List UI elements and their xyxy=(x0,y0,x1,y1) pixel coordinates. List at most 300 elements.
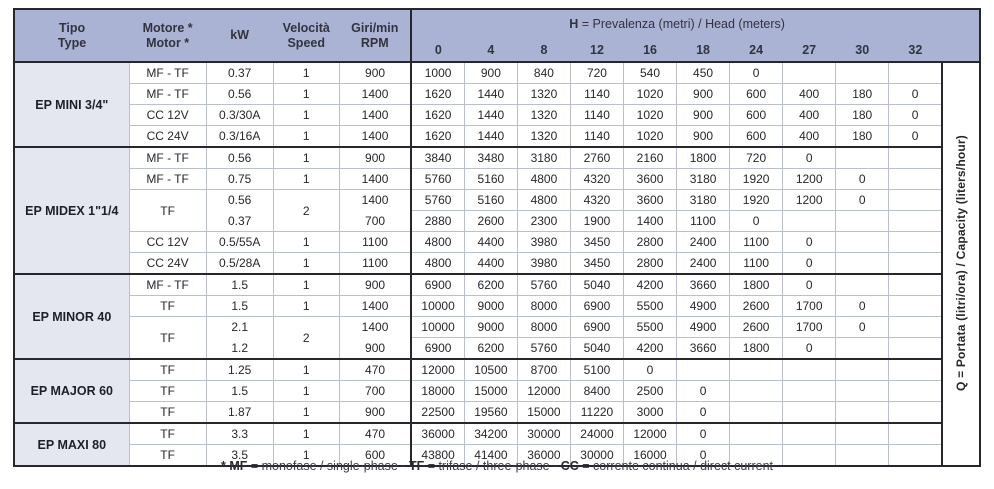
capacity-cell: 2400 xyxy=(677,232,730,253)
capacity-axis-label: Q = Portata (litri/ora) / Capacity (liters/hour) xyxy=(953,134,968,391)
capacity-cell: 0 xyxy=(730,62,783,84)
capacity-cell: 8400 xyxy=(570,381,623,402)
capacity-cell: 2760 xyxy=(570,147,623,169)
capacity-cell: 1700 xyxy=(783,317,836,338)
rpm-cell: 900 xyxy=(339,62,411,84)
footnote-text: = monofase / single-phase - xyxy=(247,459,409,473)
capacity-cell: 0 xyxy=(677,445,730,467)
capacity-cell: 11220 xyxy=(570,402,623,424)
capacity-cell: 8700 xyxy=(517,359,570,381)
capacity-cell: 0 xyxy=(677,381,730,402)
speed-cell: 1 xyxy=(273,232,339,253)
capacity-cell: 2300 xyxy=(517,211,570,232)
motor-cell: MF - TF xyxy=(129,84,206,105)
capacity-cell: 900 xyxy=(677,84,730,105)
header-row-main xyxy=(14,9,980,39)
capacity-cell: 6200 xyxy=(464,274,517,296)
capacity-cell: 1020 xyxy=(624,84,677,105)
kw-cell: 3.5 xyxy=(206,445,273,467)
motor-cell: TF xyxy=(129,190,206,232)
capacity-cell: 2600 xyxy=(730,317,783,338)
col-header-tipo-line1: Tipo xyxy=(58,21,86,36)
col-header-rpm-line2: RPM xyxy=(360,35,389,50)
rpm-cell: 900 xyxy=(339,338,411,360)
col-header-motore-line1: Motore * xyxy=(142,21,193,36)
footnote-text: = trifase / three-phase - xyxy=(424,459,561,473)
capacity-cell xyxy=(836,423,889,445)
table-row xyxy=(14,381,980,402)
head-value-18: 18 xyxy=(677,39,730,62)
capacity-cell: 1320 xyxy=(517,105,570,126)
capacity-cell: 3600 xyxy=(624,169,677,190)
capacity-cell xyxy=(836,381,889,402)
capacity-cell xyxy=(889,232,942,253)
capacity-cell xyxy=(677,359,730,381)
capacity-cell xyxy=(889,296,942,317)
table-row xyxy=(14,126,980,148)
footnote-abbr: TF xyxy=(408,459,425,473)
capacity-cell: 4320 xyxy=(570,190,623,211)
speed-cell: 1 xyxy=(273,126,339,148)
capacity-cell: 5100 xyxy=(570,359,623,381)
capacity-axis-label-cell xyxy=(942,62,980,466)
capacity-cell: 3840 xyxy=(411,147,464,169)
motor-cell: MF - TF xyxy=(129,147,206,169)
speed-cell: 1 xyxy=(273,274,339,296)
speed-cell: 1 xyxy=(273,445,339,467)
kw-cell: 3.3 xyxy=(206,423,273,445)
rpm-cell: 700 xyxy=(339,211,411,232)
rpm-cell: 470 xyxy=(339,423,411,445)
capacity-cell: 1400 xyxy=(624,211,677,232)
capacity-cell: 6900 xyxy=(570,296,623,317)
head-value-0: 0 xyxy=(411,39,464,62)
motor-cell: MF - TF xyxy=(129,62,206,84)
col-header-speed xyxy=(273,9,339,62)
capacity-cell: 600 xyxy=(730,105,783,126)
capacity-cell: 3180 xyxy=(677,169,730,190)
rpm-cell: 1400 xyxy=(339,296,411,317)
capacity-cell: 4320 xyxy=(570,169,623,190)
kw-cell: 1.87 xyxy=(206,402,273,424)
table-row xyxy=(14,169,980,190)
col-header-rpm xyxy=(339,9,411,62)
capacity-cell: 10000 xyxy=(411,317,464,338)
capacity-cell: 8000 xyxy=(517,296,570,317)
capacity-cell: 19560 xyxy=(464,402,517,424)
capacity-cell: 400 xyxy=(783,105,836,126)
table-row xyxy=(14,105,980,126)
capacity-cell xyxy=(783,359,836,381)
capacity-cell: 1620 xyxy=(411,126,464,148)
capacity-cell xyxy=(889,402,942,424)
capacity-cell: 450 xyxy=(677,62,730,84)
capacity-cell: 1620 xyxy=(411,105,464,126)
capacity-cell: 18000 xyxy=(411,381,464,402)
capacity-cell: 0 xyxy=(783,147,836,169)
capacity-cell: 5760 xyxy=(411,169,464,190)
capacity-cell: 4900 xyxy=(677,296,730,317)
speed-cell: 1 xyxy=(273,105,339,126)
capacity-cell xyxy=(889,169,942,190)
capacity-cell xyxy=(783,381,836,402)
capacity-cell xyxy=(889,211,942,232)
capacity-cell: 3480 xyxy=(464,147,517,169)
capacity-cell xyxy=(889,190,942,211)
kw-cell: 0.37 xyxy=(206,62,273,84)
capacity-cell xyxy=(889,317,942,338)
table-row xyxy=(14,317,980,338)
capacity-cell: 2600 xyxy=(730,296,783,317)
capacity-cell: 720 xyxy=(730,147,783,169)
capacity-cell: 5160 xyxy=(464,190,517,211)
capacity-cell: 5040 xyxy=(570,338,623,360)
col-header-motore xyxy=(129,9,206,62)
speed-cell: 1 xyxy=(273,359,339,381)
capacity-cell: 1100 xyxy=(730,232,783,253)
rpm-cell: 900 xyxy=(339,147,411,169)
group-label: EP MIDEX 1"1/4 xyxy=(14,147,129,274)
capacity-cell: 30000 xyxy=(570,445,623,467)
head-meters-title xyxy=(411,9,942,39)
head-meters-title-text: = Prevalenza (metri) / Head (meters) xyxy=(578,17,785,32)
kw-cell: 0.5/28A xyxy=(206,253,273,275)
capacity-cell xyxy=(836,211,889,232)
capacity-cell xyxy=(783,402,836,424)
capacity-cell: 5760 xyxy=(411,190,464,211)
capacity-cell: 5040 xyxy=(570,274,623,296)
capacity-cell xyxy=(889,147,942,169)
capacity-cell: 4800 xyxy=(517,169,570,190)
rpm-cell: 1400 xyxy=(339,190,411,211)
capacity-cell: 900 xyxy=(464,62,517,84)
col-header-tipo-line2: Type xyxy=(57,35,87,50)
capacity-cell: 36000 xyxy=(517,445,570,467)
capacity-cell xyxy=(889,253,942,275)
capacity-cell: 180 xyxy=(836,105,889,126)
table-header xyxy=(14,9,980,62)
capacity-cell: 3980 xyxy=(517,253,570,275)
capacity-cell: 34200 xyxy=(464,423,517,445)
motor-cell: CC 24V xyxy=(129,126,206,148)
pump-capacity-table xyxy=(13,8,981,467)
capacity-cell xyxy=(836,402,889,424)
capacity-cell: 3660 xyxy=(677,274,730,296)
capacity-cell: 0 xyxy=(836,190,889,211)
capacity-cell: 600 xyxy=(730,84,783,105)
rpm-cell: 1400 xyxy=(339,126,411,148)
capacity-cell: 6900 xyxy=(411,338,464,360)
capacity-cell: 2800 xyxy=(624,253,677,275)
speed-cell: 1 xyxy=(273,169,339,190)
kw-cell: 1.5 xyxy=(206,274,273,296)
capacity-cell xyxy=(730,381,783,402)
speed-cell: 1 xyxy=(273,296,339,317)
capacity-cell: 1320 xyxy=(517,84,570,105)
motor-cell: TF xyxy=(129,423,206,445)
kw-cell: 0.3/30A xyxy=(206,105,273,126)
capacity-cell: 1920 xyxy=(730,190,783,211)
capacity-cell: 600 xyxy=(730,126,783,148)
capacity-cell xyxy=(836,253,889,275)
capacity-cell: 0 xyxy=(783,253,836,275)
capacity-cell: 4400 xyxy=(464,232,517,253)
capacity-cell: 2600 xyxy=(464,211,517,232)
capacity-cell: 2880 xyxy=(411,211,464,232)
capacity-cell: 0 xyxy=(677,423,730,445)
capacity-cell: 8000 xyxy=(517,317,570,338)
footnote-abbr: CC xyxy=(560,459,579,473)
kw-cell: 1.25 xyxy=(206,359,273,381)
capacity-cell: 1320 xyxy=(517,126,570,148)
capacity-cell: 4400 xyxy=(464,253,517,275)
capacity-cell xyxy=(836,147,889,169)
capacity-cell: 0 xyxy=(783,274,836,296)
speed-cell: 1 xyxy=(273,62,339,84)
kw-cell: 0.37 xyxy=(206,211,273,232)
capacity-cell xyxy=(836,274,889,296)
capacity-cell: 1440 xyxy=(464,105,517,126)
table-row xyxy=(14,274,980,296)
table-row xyxy=(14,232,980,253)
kw-cell: 0.56 xyxy=(206,147,273,169)
head-value-16: 16 xyxy=(624,39,677,62)
capacity-cell xyxy=(889,423,942,445)
capacity-cell: 1200 xyxy=(783,190,836,211)
motor-cell: TF xyxy=(129,359,206,381)
capacity-cell: 6900 xyxy=(570,317,623,338)
kw-cell: 0.75 xyxy=(206,169,273,190)
rpm-cell: 1100 xyxy=(339,232,411,253)
capacity-cell: 12000 xyxy=(517,381,570,402)
capacity-cell: 6200 xyxy=(464,338,517,360)
capacity-cell: 0 xyxy=(836,169,889,190)
capacity-cell: 840 xyxy=(517,62,570,84)
motor-cell: MF - TF xyxy=(129,274,206,296)
kw-cell: 0.56 xyxy=(206,190,273,211)
kw-cell: 0.5/55A xyxy=(206,232,273,253)
capacity-cell: 1200 xyxy=(783,169,836,190)
capacity-cell: 180 xyxy=(836,84,889,105)
capacity-cell: 16000 xyxy=(624,445,677,467)
capacity-cell: 3980 xyxy=(517,232,570,253)
capacity-cell: 3000 xyxy=(624,402,677,424)
capacity-cell: 15000 xyxy=(464,381,517,402)
capacity-cell: 3450 xyxy=(570,253,623,275)
capacity-cell: 15000 xyxy=(517,402,570,424)
capacity-cell: 0 xyxy=(889,126,942,148)
speed-cell: 1 xyxy=(273,381,339,402)
capacity-cell: 0 xyxy=(783,338,836,360)
capacity-cell: 1140 xyxy=(570,126,623,148)
capacity-cell: 5760 xyxy=(517,338,570,360)
capacity-cell xyxy=(783,423,836,445)
group-label: EP MAXI 80 xyxy=(14,423,129,466)
kw-cell: 2.1 xyxy=(206,317,273,338)
head-value-4: 4 xyxy=(464,39,517,62)
speed-cell: 1 xyxy=(273,147,339,169)
capacity-cell: 1100 xyxy=(677,211,730,232)
capacity-cell: 1140 xyxy=(570,105,623,126)
capacity-cell: 1020 xyxy=(624,105,677,126)
capacity-cell: 10000 xyxy=(411,296,464,317)
capacity-cell xyxy=(889,359,942,381)
speed-cell: 2 xyxy=(273,190,339,232)
capacity-cell xyxy=(836,62,889,84)
capacity-cell: 5760 xyxy=(517,274,570,296)
capacity-cell: 0 xyxy=(836,317,889,338)
kw-cell: 1.2 xyxy=(206,338,273,360)
col-header-speed-line1: Velocità xyxy=(282,21,330,36)
capacity-cell xyxy=(730,359,783,381)
capacity-cell xyxy=(836,359,889,381)
capacity-cell: 4800 xyxy=(411,253,464,275)
col-header-kw: kW xyxy=(206,9,273,62)
table-row xyxy=(14,423,980,445)
capacity-cell: 400 xyxy=(783,84,836,105)
capacity-cell xyxy=(889,274,942,296)
capacity-cell: 12000 xyxy=(624,423,677,445)
capacity-cell: 400 xyxy=(783,126,836,148)
rpm-cell: 900 xyxy=(339,402,411,424)
capacity-cell: 43800 xyxy=(411,445,464,467)
capacity-cell: 5500 xyxy=(624,296,677,317)
col-header-speed-line2: Speed xyxy=(287,35,325,50)
rpm-cell: 470 xyxy=(339,359,411,381)
capacity-cell xyxy=(889,62,942,84)
capacity-cell: 0 xyxy=(677,402,730,424)
capacity-cell xyxy=(836,232,889,253)
rpm-cell: 600 xyxy=(339,445,411,467)
rpm-cell: 1400 xyxy=(339,169,411,190)
capacity-cell: 1140 xyxy=(570,84,623,105)
motor-cell: CC 12V xyxy=(129,232,206,253)
capacity-cell: 1000 xyxy=(411,62,464,84)
table-row xyxy=(14,190,980,211)
capacity-cell: 1620 xyxy=(411,84,464,105)
capacity-cell: 1800 xyxy=(730,338,783,360)
motor-cell: MF - TF xyxy=(129,169,206,190)
table-row xyxy=(14,359,980,381)
capacity-cell xyxy=(783,62,836,84)
capacity-cell: 6900 xyxy=(411,274,464,296)
head-meters-title-symbol: H xyxy=(569,17,579,32)
rpm-cell: 900 xyxy=(339,274,411,296)
col-header-motore-line2: Motor * xyxy=(146,35,190,50)
capacity-cell: 5160 xyxy=(464,169,517,190)
capacity-cell: 1920 xyxy=(730,169,783,190)
capacity-cell: 900 xyxy=(677,105,730,126)
head-value-30: 30 xyxy=(836,39,889,62)
table-row xyxy=(14,296,980,317)
capacity-cell: 1440 xyxy=(464,126,517,148)
table-body xyxy=(14,62,980,466)
capacity-cell: 1800 xyxy=(677,147,730,169)
table-row xyxy=(14,253,980,275)
capacity-cell: 900 xyxy=(677,126,730,148)
capacity-cell: 12000 xyxy=(411,359,464,381)
capacity-cell: 41400 xyxy=(464,445,517,467)
capacity-cell: 30000 xyxy=(517,423,570,445)
capacity-cell: 720 xyxy=(570,62,623,84)
rpm-cell: 700 xyxy=(339,381,411,402)
rpm-cell: 1400 xyxy=(339,84,411,105)
group-label: EP MINOR 40 xyxy=(14,274,129,359)
capacity-cell: 9000 xyxy=(464,296,517,317)
capacity-cell: 0 xyxy=(836,296,889,317)
capacity-cell: 3180 xyxy=(677,190,730,211)
motor-cell: TF xyxy=(129,445,206,467)
capacity-cell: 4900 xyxy=(677,317,730,338)
capacity-cell: 36000 xyxy=(411,423,464,445)
head-value-8: 8 xyxy=(517,39,570,62)
capacity-cell: 1700 xyxy=(783,296,836,317)
capacity-cell: 3450 xyxy=(570,232,623,253)
capacity-cell: 180 xyxy=(836,126,889,148)
capacity-cell: 1440 xyxy=(464,84,517,105)
group-label: EP MAJOR 60 xyxy=(14,359,129,423)
capacity-cell: 2800 xyxy=(624,232,677,253)
speed-cell: 2 xyxy=(273,317,339,360)
table-row xyxy=(14,84,980,105)
capacity-cell: 1800 xyxy=(730,274,783,296)
speed-cell: 1 xyxy=(273,84,339,105)
head-value-12: 12 xyxy=(570,39,623,62)
kw-cell: 0.3/16A xyxy=(206,126,273,148)
footnote-text: = corrente continua / direct current xyxy=(578,459,774,473)
capacity-cell: 5500 xyxy=(624,317,677,338)
capacity-cell xyxy=(889,381,942,402)
capacity-cell xyxy=(889,338,942,360)
capacity-cell: 2400 xyxy=(677,253,730,275)
motor-cell: CC 24V xyxy=(129,253,206,275)
col-header-tipo xyxy=(14,9,129,62)
table-row xyxy=(14,402,980,424)
capacity-cell: 4200 xyxy=(624,274,677,296)
capacity-cell xyxy=(836,338,889,360)
kw-cell: 1.5 xyxy=(206,296,273,317)
capacity-cell: 0 xyxy=(730,211,783,232)
table-row xyxy=(14,62,980,84)
motor-cell: TF xyxy=(129,296,206,317)
table-row xyxy=(14,147,980,169)
rpm-cell: 1400 xyxy=(339,105,411,126)
capacity-cell: 1100 xyxy=(730,253,783,275)
group-label: EP MINI 3/4" xyxy=(14,62,129,147)
col-header-rpm-line1: Giri/min xyxy=(351,21,399,36)
speed-cell: 1 xyxy=(273,423,339,445)
rpm-cell: 1100 xyxy=(339,253,411,275)
footnote xyxy=(13,459,981,473)
footnote-abbr: * MF xyxy=(220,459,248,473)
kw-cell: 0.56 xyxy=(206,84,273,105)
capacity-cell: 0 xyxy=(889,105,942,126)
kw-cell: 1.5 xyxy=(206,381,273,402)
capacity-cell: 24000 xyxy=(570,423,623,445)
capacity-cell xyxy=(783,211,836,232)
head-value-24: 24 xyxy=(730,39,783,62)
speed-cell: 1 xyxy=(273,402,339,424)
motor-cell: TF xyxy=(129,381,206,402)
capacity-cell: 4800 xyxy=(517,190,570,211)
capacity-cell: 0 xyxy=(783,232,836,253)
motor-cell: TF xyxy=(129,402,206,424)
capacity-column-header-blank xyxy=(942,9,980,62)
capacity-cell: 10500 xyxy=(464,359,517,381)
capacity-cell: 22500 xyxy=(411,402,464,424)
capacity-cell: 4200 xyxy=(624,338,677,360)
capacity-cell: 3660 xyxy=(677,338,730,360)
